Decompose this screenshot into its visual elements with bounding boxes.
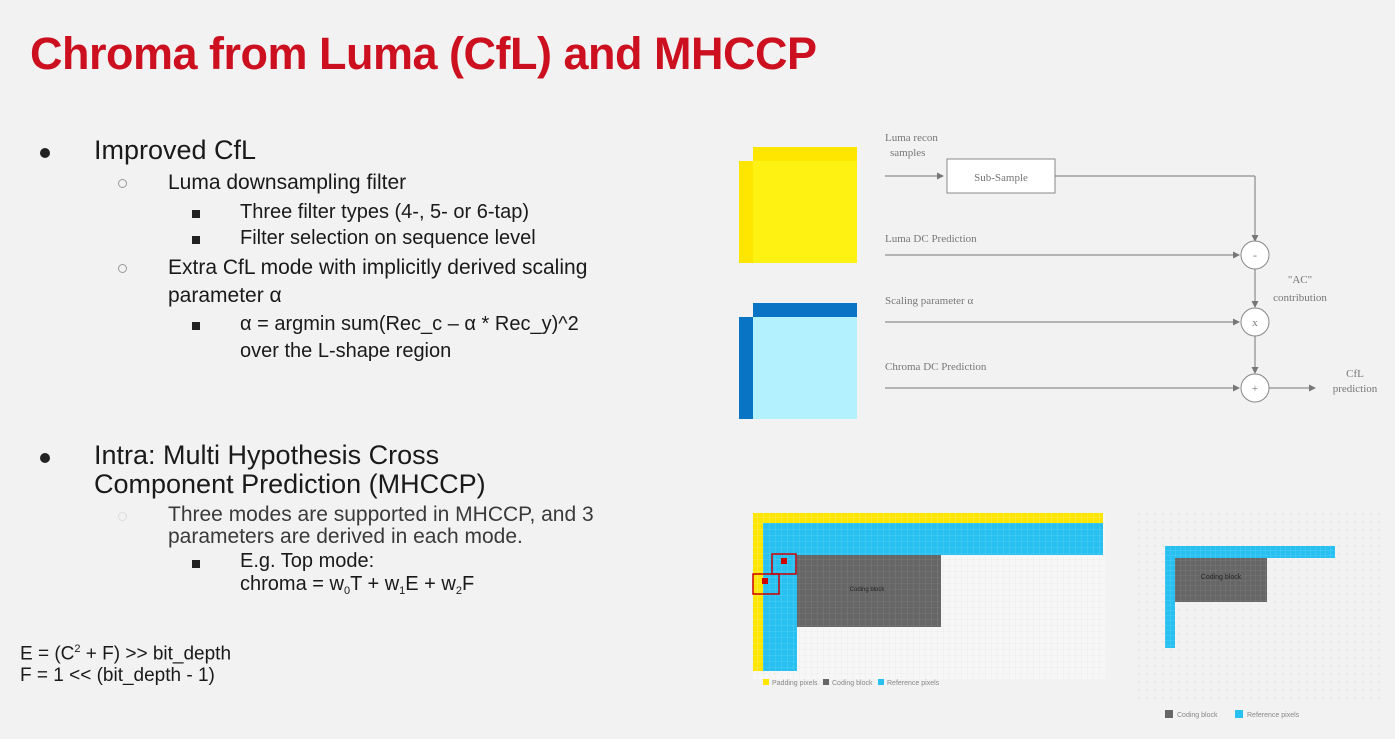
plus-symbol: + — [1251, 383, 1259, 395]
bullet-circle — [118, 264, 127, 273]
bullet-three-modes-line2: parameters are derived in each mode. — [168, 525, 523, 548]
scaling-label: Scaling parameter α — [885, 295, 974, 307]
mhccp-figure-left — [745, 505, 1115, 695]
highlight-pixel-left — [762, 578, 768, 584]
bullet-mhccp-line2: Component Prediction (MHCCP) — [94, 469, 486, 499]
bullet-top-mode: E.g. Top mode: — [240, 550, 375, 572]
padding-top — [753, 513, 1103, 523]
ref-left-right — [1165, 558, 1175, 648]
bullet-square — [192, 560, 200, 568]
legend-padding: Padding pixels — [772, 680, 818, 687]
bullet-filter-selection: Filter selection on sequence level — [240, 227, 536, 249]
luma-recon-label-2: samples — [890, 147, 926, 159]
coding-block-right-label: Coding block — [1200, 574, 1242, 581]
luma-dc-label: Luma DC Prediction — [885, 233, 977, 245]
bullet-circle — [118, 512, 127, 521]
padding-left — [753, 513, 763, 671]
luma-recon-label-1: Luma recon — [885, 132, 938, 144]
reference-top — [763, 523, 1103, 555]
highlight-pixel-top — [781, 558, 787, 564]
bullet-square — [192, 210, 200, 218]
bullet-extra-cfl-line1: Extra CfL mode with implicitly derived scaling — [168, 256, 588, 279]
chroma-block-left — [739, 317, 753, 419]
legend-right-coding: Coding block — [1177, 712, 1218, 719]
bullet-circle — [118, 179, 127, 188]
formula-e: $E = (C^2 + F)$ >> bit_depth — [20, 643, 232, 665]
coding-block-label: Coding block — [849, 587, 885, 593]
bullet-luma-downsampling: Luma downsampling filter — [168, 171, 407, 194]
luma-block-left — [739, 161, 753, 263]
bullet-extra-cfl-line2: parameter α — [168, 284, 282, 307]
cfl-prediction-label-1: CfL — [1346, 368, 1364, 380]
bullet-dot — [40, 148, 50, 158]
ac-label-1: "AC" — [1287, 274, 1313, 286]
legend-right-reference: Reference pixels — [1247, 712, 1300, 719]
bullet-three-modes-line1: Three modes are supported in MHCCP, and 3 — [168, 503, 594, 526]
bullet-square — [192, 322, 200, 330]
times-symbol: x — [1252, 317, 1258, 329]
bullet-square — [192, 236, 200, 244]
bullet-mhccp-line1: Intra: Multi Hypothesis Cross — [94, 440, 440, 470]
bullet-alpha-eq-line2: over the L-shape region — [240, 340, 452, 362]
bullet-filter-types: Three filter types (4-, 5- or 6-tap) — [240, 201, 529, 223]
bullet-alpha-eq-line1: α = argmin sum(Rec_c – α * Rec_y)^2 — [240, 313, 579, 335]
legend-reference: Reference pixels — [887, 680, 940, 687]
mhccp-figure-right — [1135, 510, 1385, 730]
bullet-top-mode-equation: chroma = $w_0T + w_1E + w_2F$ — [240, 573, 475, 597]
chroma-block-top — [753, 303, 857, 317]
bullet-dot — [40, 453, 50, 463]
sub-sample-label: Sub-Sample — [974, 172, 1028, 184]
minus-symbol: - — [1253, 248, 1257, 262]
chroma-block — [753, 317, 857, 419]
luma-block-top — [753, 147, 857, 161]
ref-top-right — [1165, 546, 1335, 558]
formula-f: F = 1 << (bit_depth - 1) — [20, 665, 215, 686]
bullet-improved-cfl: Improved CfL — [94, 135, 257, 165]
chroma-dc-label: Chroma DC Prediction — [885, 361, 987, 373]
reference-left — [763, 555, 797, 671]
ac-label-2: contribution — [1273, 292, 1327, 304]
cfl-prediction-label-2: prediction — [1332, 383, 1378, 395]
luma-block — [753, 161, 857, 263]
legend-coding-block: Coding block — [832, 680, 873, 687]
slide-title: Chroma from Luma (CfL) and MHCCP — [30, 28, 817, 79]
cfl-block-diagram — [735, 125, 1395, 425]
